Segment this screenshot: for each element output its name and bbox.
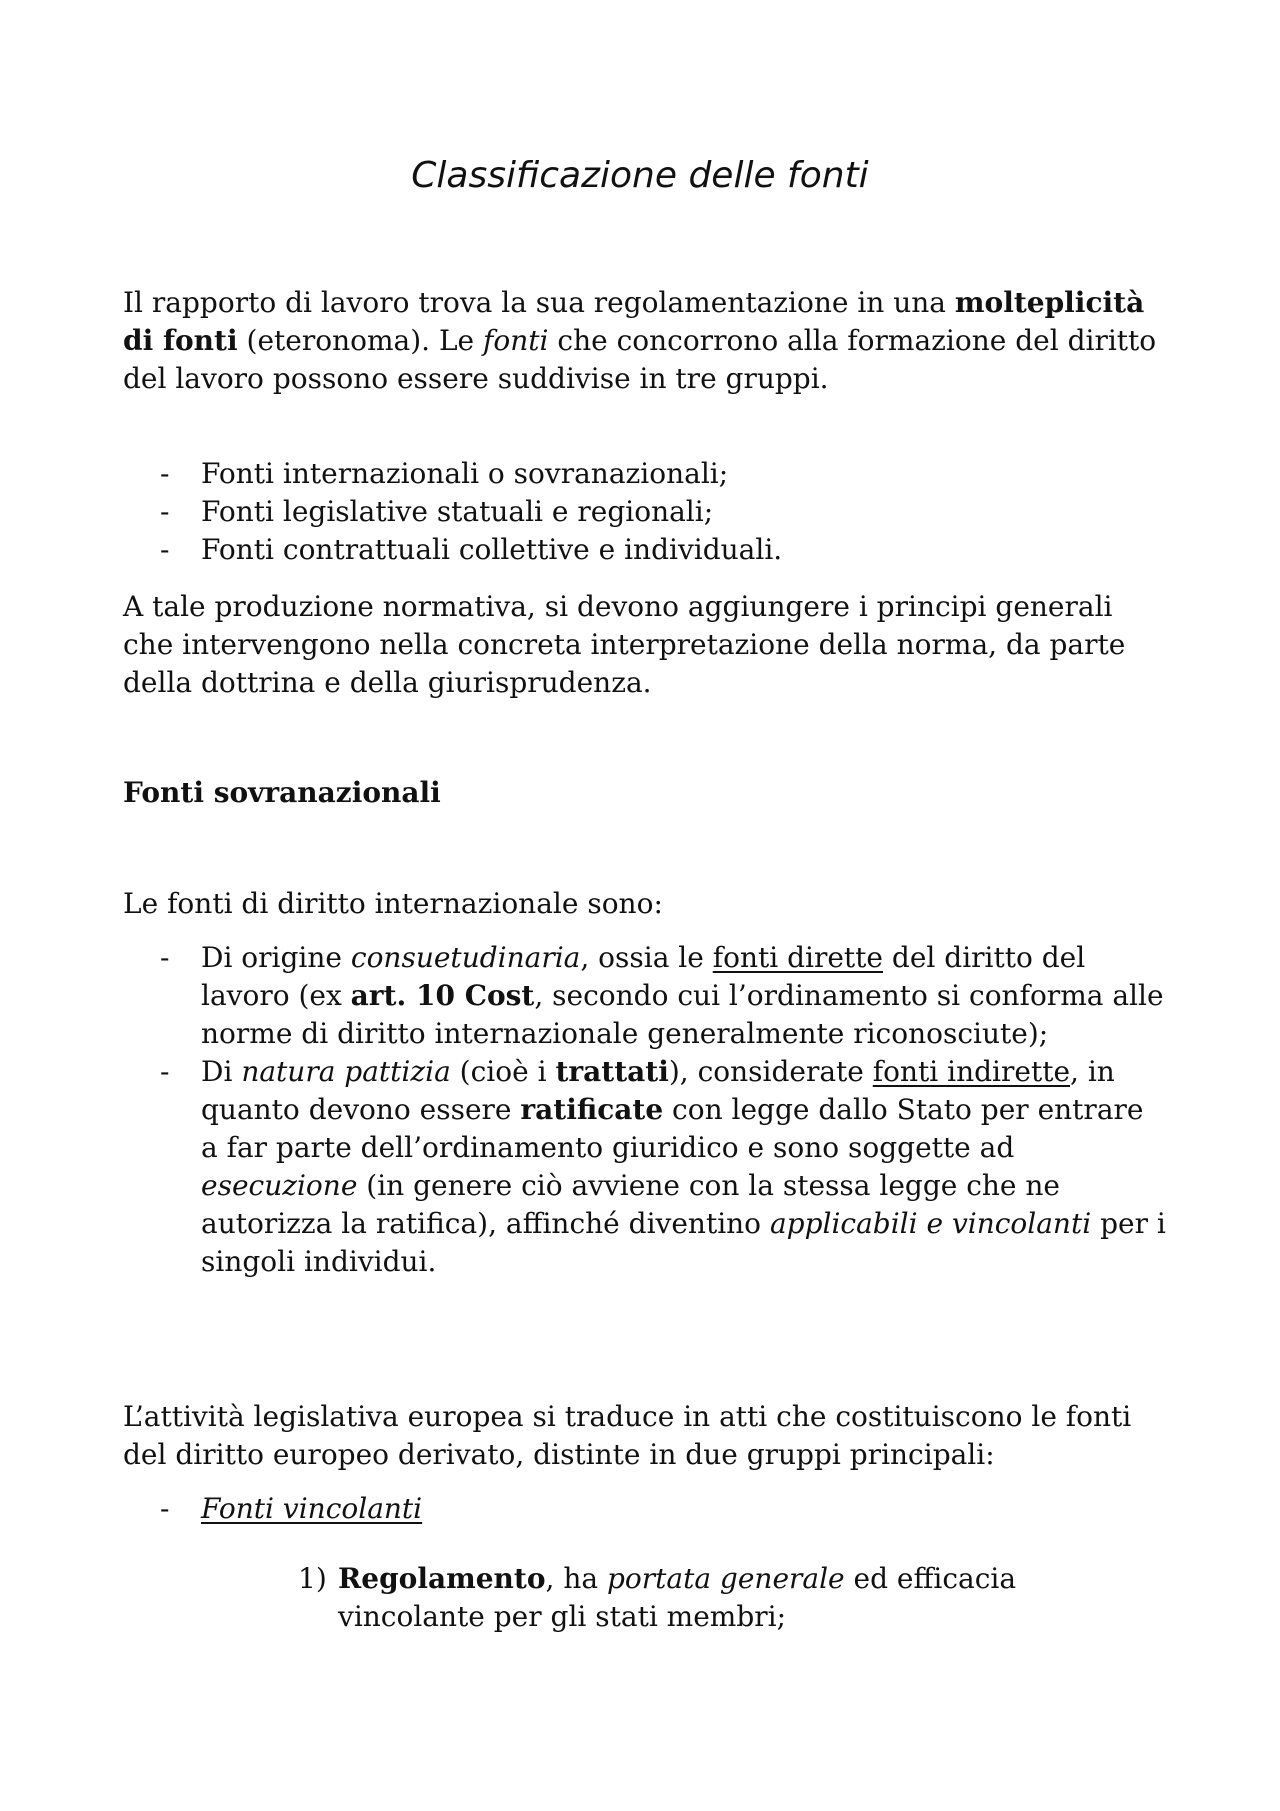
international-intro: Le fonti di diritto internazionale sono: [123, 887, 663, 920]
page-title: Classificazione delle fonti [411, 155, 869, 196]
binding-sources-label: Fonti vincolanti [201, 1492, 423, 1525]
list-item: - Fonti contrattuali collettive e individuali. [160, 533, 783, 566]
source-groups-list [123, 455, 1168, 569]
emphasis-bold: molteplicità di fonti [123, 286, 1145, 357]
principles-paragraph: A tale produzione normativa, si devono aggiungere i principi generali che intervengono nella concreta interpretazione della norma, da parte della dottrina e della giurisprudenza. [123, 590, 1126, 699]
binding-sources-list [298, 1560, 1118, 1636]
list-item: - Fonti vincolanti [160, 1492, 423, 1525]
list-item: - Di origine consuetudinaria, ossia le fonti dirette del diritto del lavoro (ex art. 10 Cost, secondo cui l’ordinamento si conforma alle norme di diritto internazionale generalmente riconosciute); [160, 941, 1164, 1050]
intro-paragraph: Il rapporto di lavoro trova la sua regolamentazione in una molteplicità di fonti (eteronoma). Le fonti che concorrono alla formazione del diritto del lavoro possono essere suddivise in tre gruppi. [123, 286, 1157, 395]
european-paragraph: L’attività legislativa europea si traduce in atti che costituiscono le fonti del diritto europeo derivato, distinte in due gruppi principali: [123, 1400, 1132, 1471]
european-groups-list [123, 1490, 1168, 1528]
section-heading: Fonti sovranazionali [123, 776, 441, 809]
list-item: - Fonti legislative statuali e regionali; [160, 495, 714, 528]
emphasis-italic: fonti [483, 324, 549, 357]
list-item: 1) Regolamento, ha portata generale ed efficacia vincolante per gli stati membri; [298, 1562, 1017, 1633]
international-sources-list [123, 939, 1168, 1281]
list-item: - Di natura pattizia (cioè i trattati), considerate fonti indirette, in quanto devono essere ratificate con legge dallo Stato per entrare a far parte dell’ordinamento giuridico e sono soggette ad esecuzione (in genere ciò avviene con la stessa legge che ne autorizza la ratifica), affinché diventino applicabili e vincolanti per i singoli individui. [160, 1055, 1166, 1278]
emphasis-underline: fonti dirette [712, 941, 884, 974]
list-item: - Fonti internazionali o sovranazionali; [160, 457, 729, 490]
